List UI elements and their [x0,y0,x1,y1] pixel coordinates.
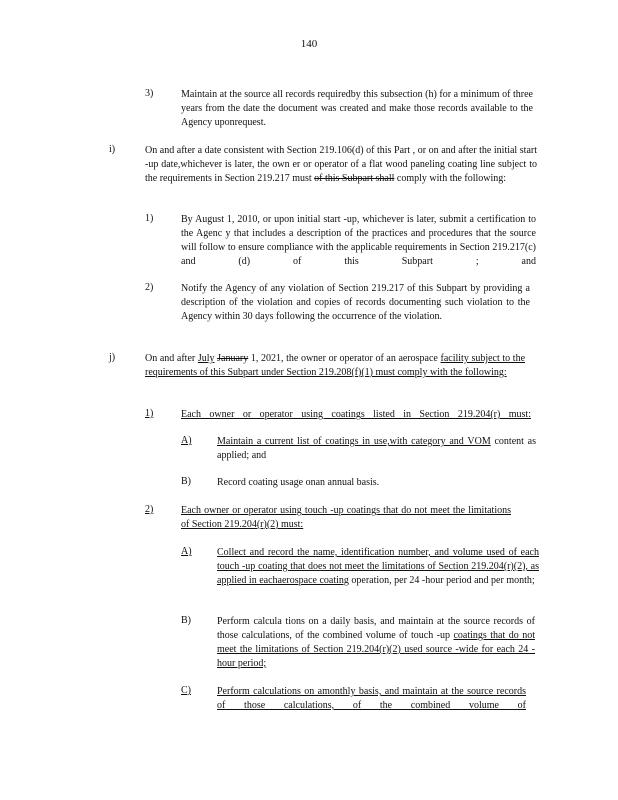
paragraph-text: Notify the Agency of any violation of Section 219.217 of this Subpart by providing a description of the violation and copies of records documenting such violation to the Agency within 30 days following the occurrence of the violation. [181,283,530,322]
item-label: C) [181,685,191,696]
paragraph-text: Perform calculations on amonthly basis, and maintain at the source records of those calculations, of the combined volume of [217,686,526,711]
item-label: 2) [145,504,154,515]
paragraph-text: On and after [145,353,196,364]
item-label: i) [109,144,116,155]
paragraph-text: By August 1, 2010, or upon initial start -up, whichever is later, submit a certification to the Agenc y that includes a description of the practices and procedures that the source will follow to ensure compliance with the applicable requirements in Section 219.217(c) and (d) of this Subpart ; and [181,214,536,267]
paragraph-i1 [181,213,536,269]
item-label: 3) [145,88,154,99]
paragraph-h3 [181,88,533,130]
struck-text: January [217,353,249,364]
item-label: B) [181,615,191,626]
paragraph-text: Maintain at the source all records requiredby this subsection (h) for a minimum of three years from the date the document was created and make those records available to the Agency uponrequest. [181,89,533,128]
paragraph-i [145,144,537,186]
paragraph-j1 [181,408,531,422]
paragraph-j1B [217,476,536,490]
paragraph-text: 1, 2021, the owner or operator of an aerospace [250,353,438,364]
item-label: A) [181,435,192,446]
inserted-text: coatings that do not meet the limitations of Section 219.204(r)(2) used source -wide for each 24 -hour period; [217,629,535,669]
item-label: 2) [145,282,154,293]
inserted-text: facility subject to the requirements of this Subpart under Section 219.208(f)(1) must comply with the following: [145,353,526,378]
paragraph-text: content as applied; and [217,436,537,461]
paragraph-j2C [217,685,526,713]
paragraph-i2 [181,282,530,324]
paragraph-text: operation, per 24 -hour period and per month; [351,574,535,586]
paragraph-j2B [217,615,535,671]
inserted-text: July [197,353,215,364]
paragraph-j [145,352,525,380]
paragraph-text: On and after a date consistent with Section 219.106(d) of this Part , or on and after the initial start -up date,whichever is later, the own er or operator of a flat wood paneling coating line subject to the requirements in Section 219.217 must [145,145,537,184]
item-label: 1) [145,408,154,419]
paragraph-text: Perform calcula tions on a daily basis, and maintain at the source records of those calculations, of the combined volume of touch -up [217,616,535,641]
page-number: 140 [300,38,318,50]
inserted-text: Maintain a current list of coatings in use,with category and VOM [217,436,491,447]
item-label: 1) [145,213,154,224]
paragraph-j1A [217,435,536,463]
paragraph-text: Record coating usage onan annual basis. [217,477,380,488]
paragraph-text: Each owner or operator using coatings listed in Section 219.204(r) must: [181,409,531,420]
paragraph-j2A [217,546,539,588]
paragraph-text: Each owner or operator using touch -up coatings that do not meet the limitations of Section 219.204(r)(2) must: [181,505,511,530]
inserted-text: Collect and record the name, identification number, and volume used of each touch -up coating that does not meet the limitations of Section 219.204(r)(2), as applied in eachaerospace coating [217,547,539,586]
item-label: A) [181,546,192,557]
item-label: j) [109,352,116,363]
struck-text: of this Subpart shall [314,172,395,184]
paragraph-text: comply with the following: [396,172,507,184]
item-label: B) [181,476,191,487]
paragraph-j2 [181,504,511,532]
